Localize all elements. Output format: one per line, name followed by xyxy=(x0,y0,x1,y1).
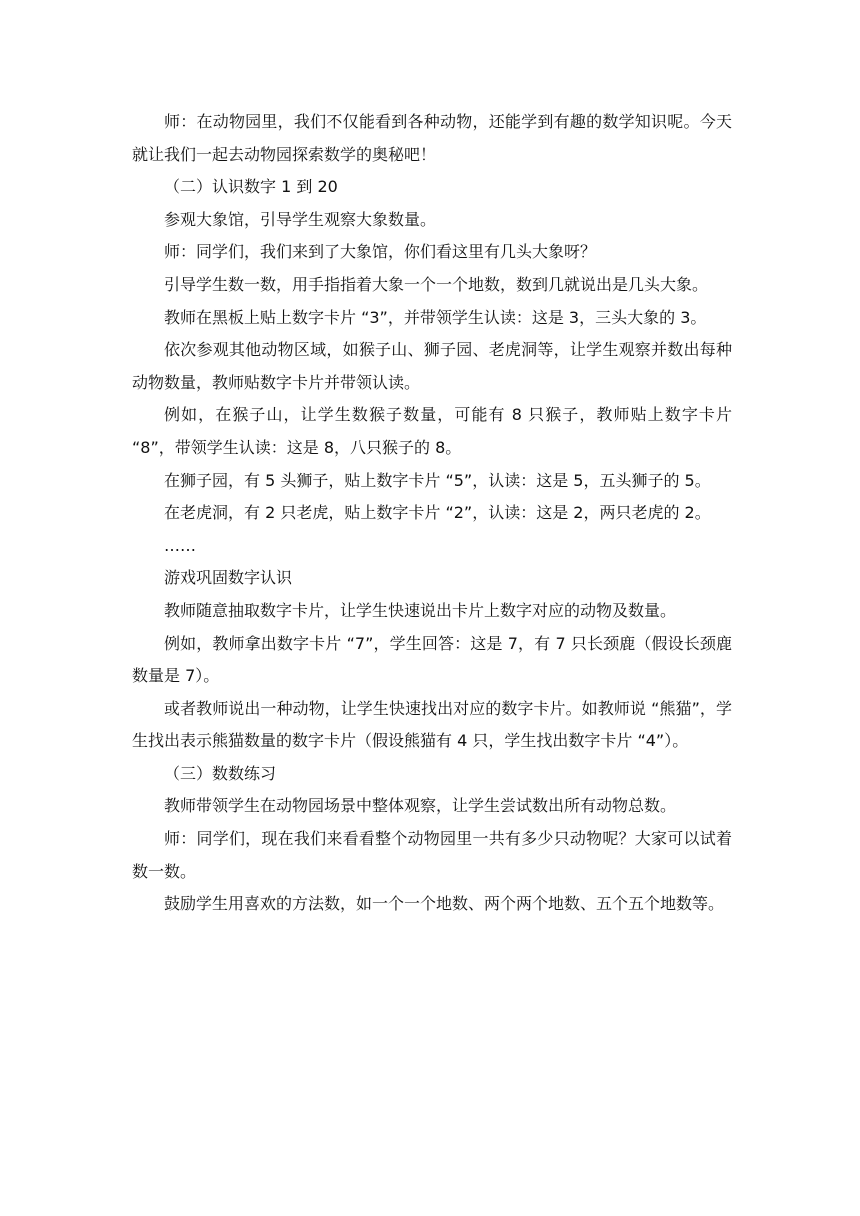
paragraph: 教师在黑板上贴上数字卡片 “3”，并带领学生认读：这是 3，三头大象的 3。 xyxy=(164,307,707,327)
paragraph: 师：同学们，现在我们来看看整个动物园里一共有多少只动物呢？大家可以试着数一数。 xyxy=(132,829,732,881)
section-heading-2: （二）认识数字 1 到 20 xyxy=(164,177,338,197)
ellipsis-line: …… xyxy=(164,535,196,555)
paragraph: 引导学生数一数，用手指指着大象一个一个地数，数到几就说出是几头大象。 xyxy=(164,274,709,294)
paragraph: 在老虎洞，有 2 只老虎，贴上数字卡片 “2”，认读：这是 2，两只老虎的 2。 xyxy=(164,503,711,523)
paragraph: 或者教师说出一种动物，让学生快速找出对应的数字卡片。如教师说 “熊猫”，学生找出表示熊猫数量的数字卡片（假设熊猫有 4 只，学生找出数字卡片 “4”）。 xyxy=(132,698,732,751)
paragraph: 鼓励学生用喜欢的方法数，如一个一个地数、两个两个地数、五个五个地数等。 xyxy=(164,894,725,914)
paragraph: 在狮子园，有 5 头狮子，贴上数字卡片 “5”，认读：这是 5，五头狮子的 5。 xyxy=(164,470,711,490)
paragraph: 教师带领学生在动物园场景中整体观察，让学生尝试数出所有动物总数。 xyxy=(164,796,677,816)
subheading-game: 游戏巩固数字认识 xyxy=(164,568,293,588)
paragraph: 教师随意抽取数字卡片，让学生快速说出卡片上数字对应的动物及数量。 xyxy=(164,600,677,620)
paragraph: 师：同学们，我们来到了大象馆，你们看这里有几头大象呀？ xyxy=(164,242,597,262)
paragraph-intro: 师：在动物园里，我们不仅能看到各种动物，还能学到有趣的数学知识呢。今天就让我们一起去动物园探索数学的奥秘吧！ xyxy=(132,112,732,164)
section-heading-3: （三）数数练习 xyxy=(164,763,277,783)
paragraph: 例如，教师拿出数字卡片 “7”，学生回答：这是 7，有 7 只长颈鹿（假设长颈鹿数量是 7）。 xyxy=(132,633,732,686)
paragraph: 依次参观其他动物区域，如猴子山、狮子园、老虎洞等，让学生观察并数出每种动物数量，教师贴数字卡片并带领认读。 xyxy=(132,340,732,392)
paragraph: 参观大象馆，引导学生观察大象数量。 xyxy=(164,209,437,229)
paragraph: 例如，在猴子山，让学生数猴子数量，可能有 8 只猴子，教师贴上数字卡片 “8”，带领学生认读：这是 8，八只猴子的 8。 xyxy=(132,405,732,457)
document-body xyxy=(132,106,732,921)
